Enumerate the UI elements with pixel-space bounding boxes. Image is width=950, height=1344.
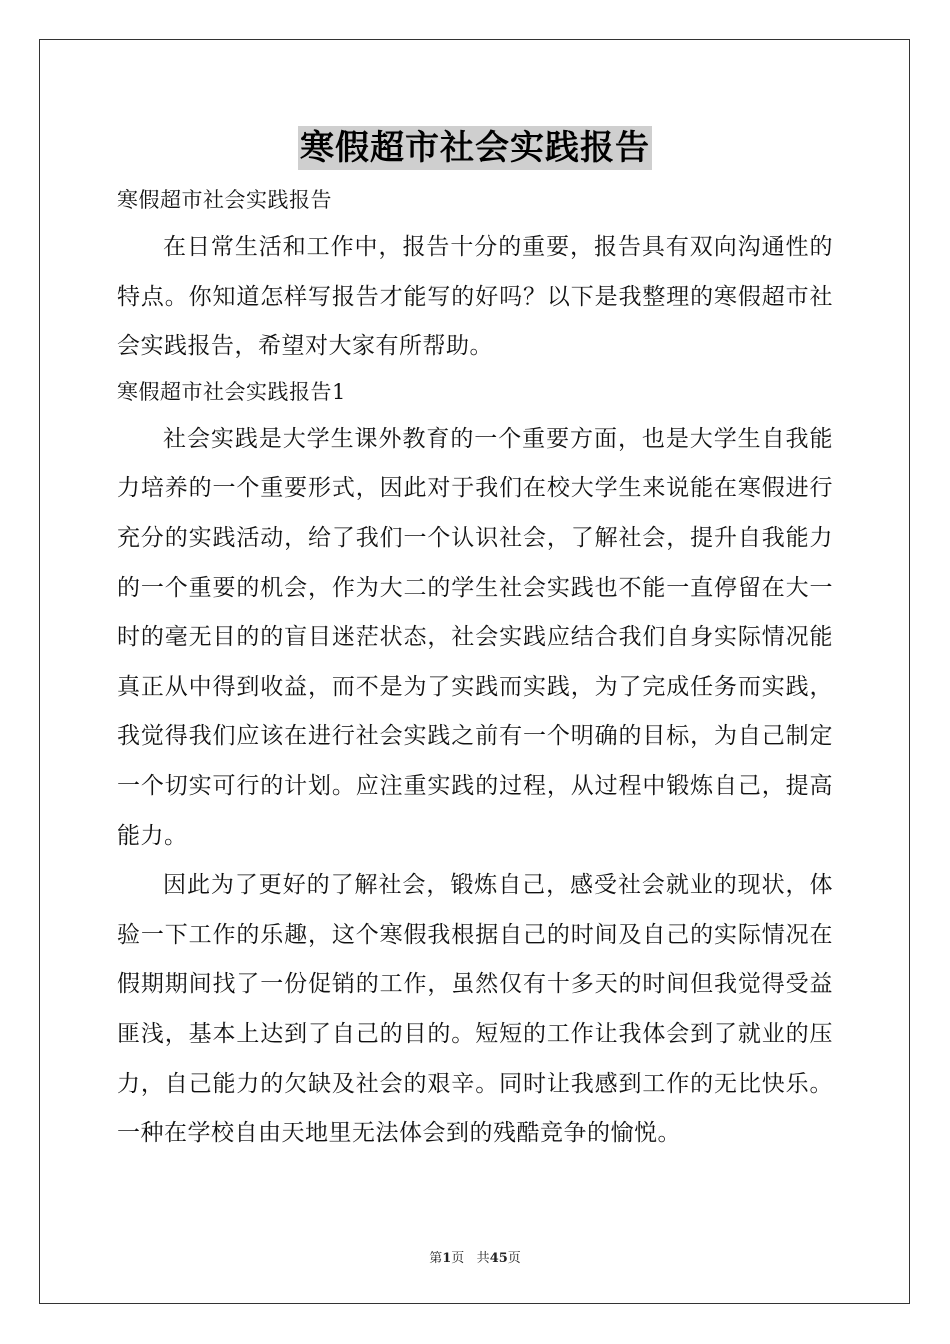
footer-page-number: 1 bbox=[442, 1251, 452, 1266]
footer-page-suffix: 页 bbox=[451, 1251, 465, 1266]
footer-total-suffix: 页 bbox=[507, 1251, 521, 1266]
body-paragraph-2: 因此为了更好的了解社会，锻炼自己，感受社会就业的现状，体验一下工作的乐趣，这个寒假我根据自己的时间及自己的实际情况在假期期间找了一份促销的工作，虽然仅有十多天的时间但我觉得受益匪浅，基本上达到了自己的目的。短短的工作让我体会到了就业的压力，自己能力的欠缺及社会的艰辛。同时让我感到工作的无比快乐。一种在学校自由天地里无法体会到的残酷竞争的愉悦。 bbox=[117, 872, 833, 1147]
body-paragraph-1: 社会实践是大学生课外教育的一个重要方面，也是大学生自我能力培养的一个重要形式，因此对于我们在校大学生来说能在寒假进行充分的实践活动，给了我们一个认识社会，了解社会，提升自我能力的一个重要的机会，作为大二的学生社会实践也不能一直停留在大一时的毫无目的的盲目迷茫状态，社会实践应结合我们自身实际情况能真正从中得到收益，而不是为了实践而实践，为了完成任务而实践，我觉得我们应该在进行社会实践之前有一个明确的目标，为自己制定一个切实可行的计划。应注重实践的过程，从过程中锻炼自己，提高能力。 bbox=[117, 425, 833, 849]
footer-total-prefix: 共 bbox=[476, 1251, 490, 1266]
footer-page-prefix: 第 bbox=[429, 1251, 443, 1266]
footer-total-pages: 45 bbox=[489, 1251, 508, 1266]
section-heading: 寒假超市社会实践报告1 bbox=[117, 379, 346, 404]
document-body bbox=[117, 180, 833, 1159]
document-title: 寒假超市社会实践报告 bbox=[300, 128, 650, 168]
document-subtitle: 寒假超市社会实践报告 bbox=[117, 188, 332, 212]
page-footer bbox=[0, 1247, 950, 1266]
title-container bbox=[0, 126, 950, 170]
intro-paragraph: 在日常生活和工作中，报告十分的重要，报告具有双向沟通性的特点。你知道怎样写报告才能写的好吗？以下是我整理的寒假超市社会实践报告，希望对大家有所帮助。 bbox=[117, 234, 833, 360]
